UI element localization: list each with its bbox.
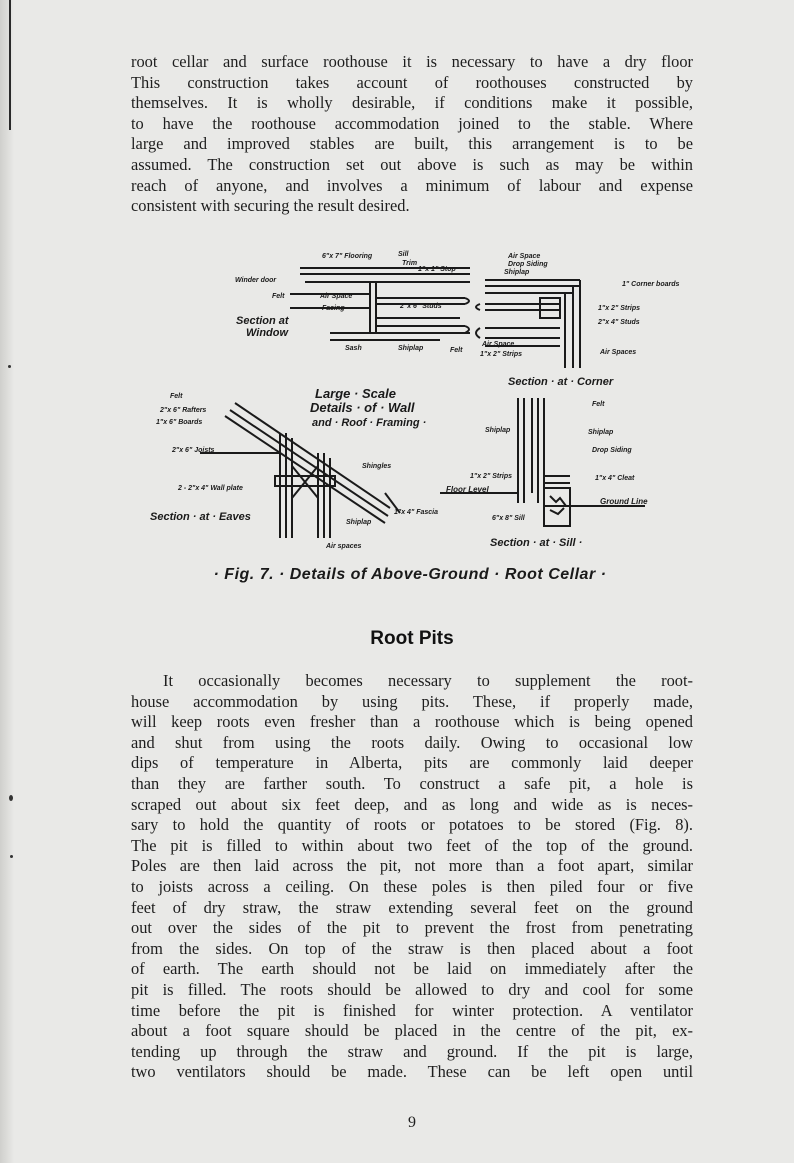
callout: Shiplap	[398, 345, 424, 352]
callout: 1" Corner boards	[622, 281, 680, 288]
callout: 1"x 6" Boards	[156, 419, 203, 426]
callout: 1"x 2" Strips	[470, 473, 513, 480]
callout: 1"x 2" Strips	[598, 305, 641, 312]
callout: Air Space	[482, 341, 515, 348]
callout: Facing	[322, 305, 345, 312]
text-line: time before the pit is finished for winter protection. A ventilator	[131, 1000, 693, 1020]
text-line: house accommodation by using pits. These, if properly made,	[131, 691, 693, 711]
text-line: dips of temperature in Alberta, pits are commonly laid deeper	[131, 753, 693, 773]
text-line: consistent with securing the result desired.	[131, 196, 410, 216]
sill-section-label: Section · at · Sill ·	[490, 537, 583, 549]
callout: Trim	[402, 260, 418, 267]
callout: Shingles	[362, 463, 392, 470]
callout: Winder door	[235, 277, 277, 284]
construction-details-sketch	[140, 238, 680, 558]
callout: Drop Siding	[508, 261, 548, 268]
callout: 2"x 6" Rafters	[160, 407, 207, 414]
eaves-section-label: Section · at · Eaves	[150, 511, 251, 523]
callout: 2"x 6" Studs	[400, 303, 442, 310]
callout: Felt	[272, 293, 285, 300]
corner-section-label: Section · at · Corner	[508, 376, 614, 388]
text-line: The pit is filled to within about two feet of the top of the ground.	[131, 835, 693, 855]
figure-title-line: and · Roof · Framing ·	[312, 417, 427, 429]
callout: Felt	[592, 401, 605, 408]
margin-speck	[8, 365, 11, 368]
callout: 2"x 6" Joists	[172, 447, 215, 454]
figure-caption: · Fig. 7. · Details of Above-Ground · Root Cellar ·	[213, 566, 607, 583]
callout: 1"x 2" Strips	[480, 351, 523, 358]
figure-title-line: Details · of · Wall	[310, 400, 415, 415]
text-line: out over the sides of the pit to prevent the frost from penetrating	[131, 918, 693, 938]
window-section-drawing	[290, 268, 470, 340]
figure-7-drawing	[140, 238, 680, 558]
callout: 6"x 7" Flooring	[322, 253, 373, 260]
margin-speck	[9, 795, 13, 801]
callout: Shiplap	[485, 427, 511, 434]
callout: 1"x 4" Cleat	[595, 475, 635, 482]
text-line: from the sides. On top of the straw is then placed about a foot	[131, 938, 693, 958]
callout: Air Space	[320, 293, 353, 300]
callout: Sash	[345, 345, 362, 352]
text-line: sary to hold the quantity of roots or potatoes to be stored (Fig. 8).	[131, 815, 693, 835]
text-line: large and improved stables are built, this arrangement is to be	[131, 134, 693, 154]
sill-section-drawing	[440, 398, 645, 526]
callout: Drop Siding	[592, 447, 632, 454]
text-line: to have the roothouse accommodation joined to the stable. Where	[131, 113, 693, 133]
text-line: It occasionally becomes necessary to supplement the root-	[163, 671, 693, 690]
callout: Air Spaces	[600, 349, 637, 356]
text-line: will keep roots even fresher than a roothouse which is being opened	[131, 712, 693, 732]
text-line: themselves. It is wholly desirable, if conditions make it possible,	[131, 93, 693, 113]
text-line: and shut from using the roots daily. Owing to occasional low	[131, 732, 693, 752]
figure-title-line: Large · Scale	[315, 386, 396, 401]
section-heading: Root Pits	[370, 628, 454, 649]
callout: Air spaces	[326, 543, 362, 550]
text-line: of earth. The earth should not be laid on immediately after the	[131, 959, 693, 979]
text-line: tending up through the straw and ground. If the pit is large,	[131, 1041, 693, 1061]
text-line: two ventilators should be made. These can be left open until	[131, 1062, 693, 1082]
text-line: assumed. The construction set out above is such as may be within	[131, 154, 693, 174]
page-number: 9	[408, 1114, 416, 1131]
text-line: root cellar and surface roothouse it is necessary to have a dry floor	[131, 52, 693, 71]
callout: 6"x 8" Sill	[492, 515, 525, 522]
margin-speck	[10, 855, 13, 858]
callout: Shiplap	[588, 429, 614, 436]
callout: Felt	[170, 393, 183, 400]
text-line: than they are farther south. To construct a safe pit, a hole is	[131, 773, 693, 793]
text-line: feet of dry straw, the straw extending several feet on the ground	[131, 897, 693, 917]
text-line: reach of anyone, and involves a minimum of labour and expense	[131, 175, 693, 195]
callout: Air Space	[508, 253, 541, 260]
text-line: scraped out about six feet deep, and as long and wide as is neces-	[131, 794, 693, 814]
root-pits-paragraph	[131, 671, 693, 1083]
text-line: This construction takes account of roothouses constructed by	[131, 72, 693, 92]
callout: Shiplap	[346, 519, 372, 526]
callout: 2"x 4" Studs	[598, 319, 640, 326]
callout: 1"x 1" Stop	[418, 266, 456, 273]
callout: Sill	[398, 251, 409, 258]
callout: Felt	[450, 347, 463, 354]
text-line: pit is filled. The roots should be allowed to dry and cool for some	[131, 979, 693, 999]
callout: Shiplap	[504, 269, 530, 276]
callout: Ground Line	[600, 497, 648, 506]
binding-edge-line	[9, 0, 11, 130]
text-line: to joists across a ceiling. On these poles is then piled four or five	[131, 876, 693, 896]
callout: 2 - 2"x 4" Wall plate	[178, 485, 243, 492]
text-line: about a foot square should be placed in the centre of the pit, ex-	[131, 1021, 693, 1041]
page-binding-shadow	[0, 0, 14, 1163]
callout: 1"x 4" Fascia	[394, 509, 438, 516]
intro-paragraph	[131, 52, 693, 217]
window-section-label: Section at	[236, 315, 289, 327]
text-line: Poles are then laid across the pit, not more than a foot apart, similar	[131, 856, 693, 876]
window-section-label: Window	[246, 327, 289, 339]
callout: Floor Level	[446, 485, 489, 494]
